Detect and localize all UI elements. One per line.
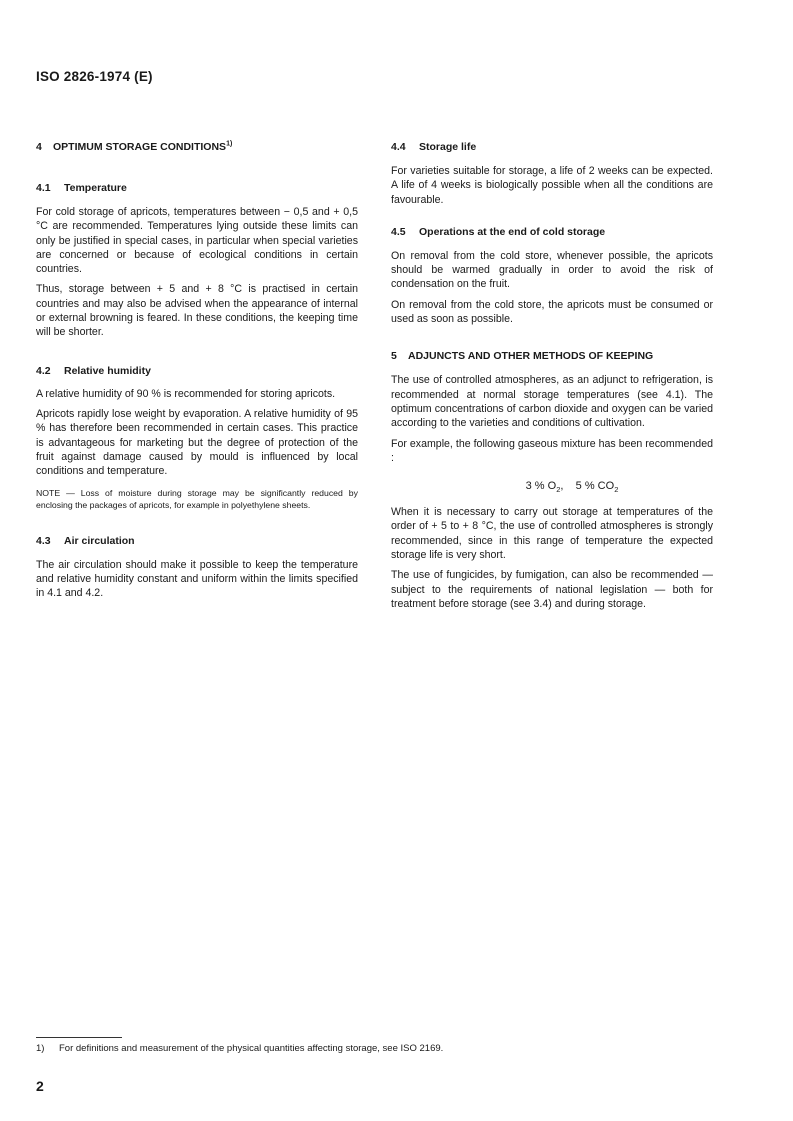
- paragraph: For cold storage of apricots, temperatures between − 0,5 and + 0,5 °C are recommended. Temperatures lying outside these limits can only be justified in special cases, in particular when special varieties are concerned or because of ecological conditions in certain countries.: [36, 206, 358, 276]
- paragraph: The use of controlled atmospheres, as an adjunct to refrigeration, is recommended at normal storage temperatures (see 4.1). The optimum concentrations of carbon dioxide and oxygen can be varied according to the varieties and conditions of cultivation.: [391, 374, 713, 430]
- carbon-dioxide-subscript: 2: [614, 485, 619, 495]
- section-5-heading: [391, 349, 713, 363]
- paragraph: When it is necessary to carry out storage at temperatures of the order of + 5 to + 8 °C, the use of controlled atmospheres is strongly recommended, since in this range of temperature the expected storage life is very short.: [391, 506, 713, 562]
- subsection-title: Relative humidity: [64, 364, 151, 377]
- subsection-4-2-heading: [36, 364, 358, 378]
- paragraph: Thus, storage between + 5 and + 8 °C is practised in certain countries and may also be advised when the appearance of internal or external browning is feared. In these conditions, the keeping time will be shorter.: [36, 283, 358, 339]
- left-column: [36, 140, 358, 601]
- subsection-number: 4.5: [391, 225, 406, 238]
- paragraph: On removal from the cold store, whenever possible, the apricots should be warmed gradually in order to avoid the risk of condensation on the fruit.: [391, 249, 713, 291]
- formula-separator: ,: [560, 480, 564, 493]
- note: NOTE — Loss of moisture during storage may be significantly reduced by enclosing the packages of apricots, for example in polyethylene sheets.: [36, 488, 358, 511]
- footnote-text: For definitions and measurement of the physical quantities affecting storage, see ISO 2169.: [59, 1043, 444, 1054]
- subsection-4-1-heading: [36, 181, 358, 195]
- paragraph: The use of fungicides, by fumigation, can also be recommended — subject to the requirements of national legislation — both for treatment before storage (see 3.4) and during storage.: [391, 569, 713, 610]
- paragraph: For example, the following gaseous mixture has been recommended :: [391, 437, 713, 464]
- subsection-title: Air circulation: [64, 534, 135, 547]
- section-number: 5: [391, 350, 397, 363]
- subsection-number: 4.3: [36, 534, 51, 547]
- subsection-number: 4.4: [391, 141, 406, 153]
- carbon-dioxide-value: 5 % CO: [575, 480, 615, 493]
- subsection-4-4-heading: [391, 140, 713, 154]
- footnote-ref: 1): [226, 140, 233, 148]
- subsection-number: 4.2: [36, 364, 51, 377]
- subsection-title: Temperature: [64, 182, 127, 194]
- gas-mixture-formula: [391, 479, 713, 493]
- section-4-heading: [36, 140, 358, 154]
- subsection-4-5-heading: [391, 225, 713, 239]
- document-code: ISO 2826-1974 (E): [36, 69, 153, 84]
- paragraph: Apricots rapidly lose weight by evaporation. A relative humidity of 95 % has therefore been recommended in certain cases. This practice is advantageous for marketing but the degree of protection of the fruit against damage caused by mould is influenced by local conditions and temperature.: [36, 407, 358, 478]
- section-number: 4: [36, 141, 42, 153]
- section-title: OPTIMUM STORAGE CONDITIONS: [53, 141, 227, 153]
- subsection-number: 4.1: [36, 182, 51, 194]
- paragraph: On removal from the cold store, the apricots must be consumed or used as soon as possible.: [391, 298, 713, 326]
- subsection-4-3-heading: [36, 534, 358, 548]
- paragraph: The air circulation should make it possible to keep the temperature and relative humidity constant and uniform within the limits specified in 4.1 and 4.2.: [36, 558, 358, 600]
- page-number: 2: [36, 1078, 44, 1094]
- right-column: [391, 140, 713, 611]
- footnote: [36, 1043, 443, 1055]
- subsection-title: Operations at the end of cold storage: [419, 225, 606, 238]
- section-title: ADJUNCTS AND OTHER METHODS OF KEEPING: [408, 350, 654, 363]
- subsection-title: Storage life: [419, 141, 477, 153]
- oxygen-value: 3 % O: [525, 480, 557, 493]
- footnote-mark: 1): [36, 1043, 45, 1054]
- oxygen-subscript: 2: [556, 485, 561, 495]
- paragraph: For varieties suitable for storage, a life of 2 weeks can be expected. A life of 4 weeks is biologically possible when all the conditions are favourable.: [391, 165, 713, 206]
- paragraph: A relative humidity of 90 % is recommended for storing apricots.: [36, 387, 336, 400]
- footnote-rule: [36, 1037, 122, 1038]
